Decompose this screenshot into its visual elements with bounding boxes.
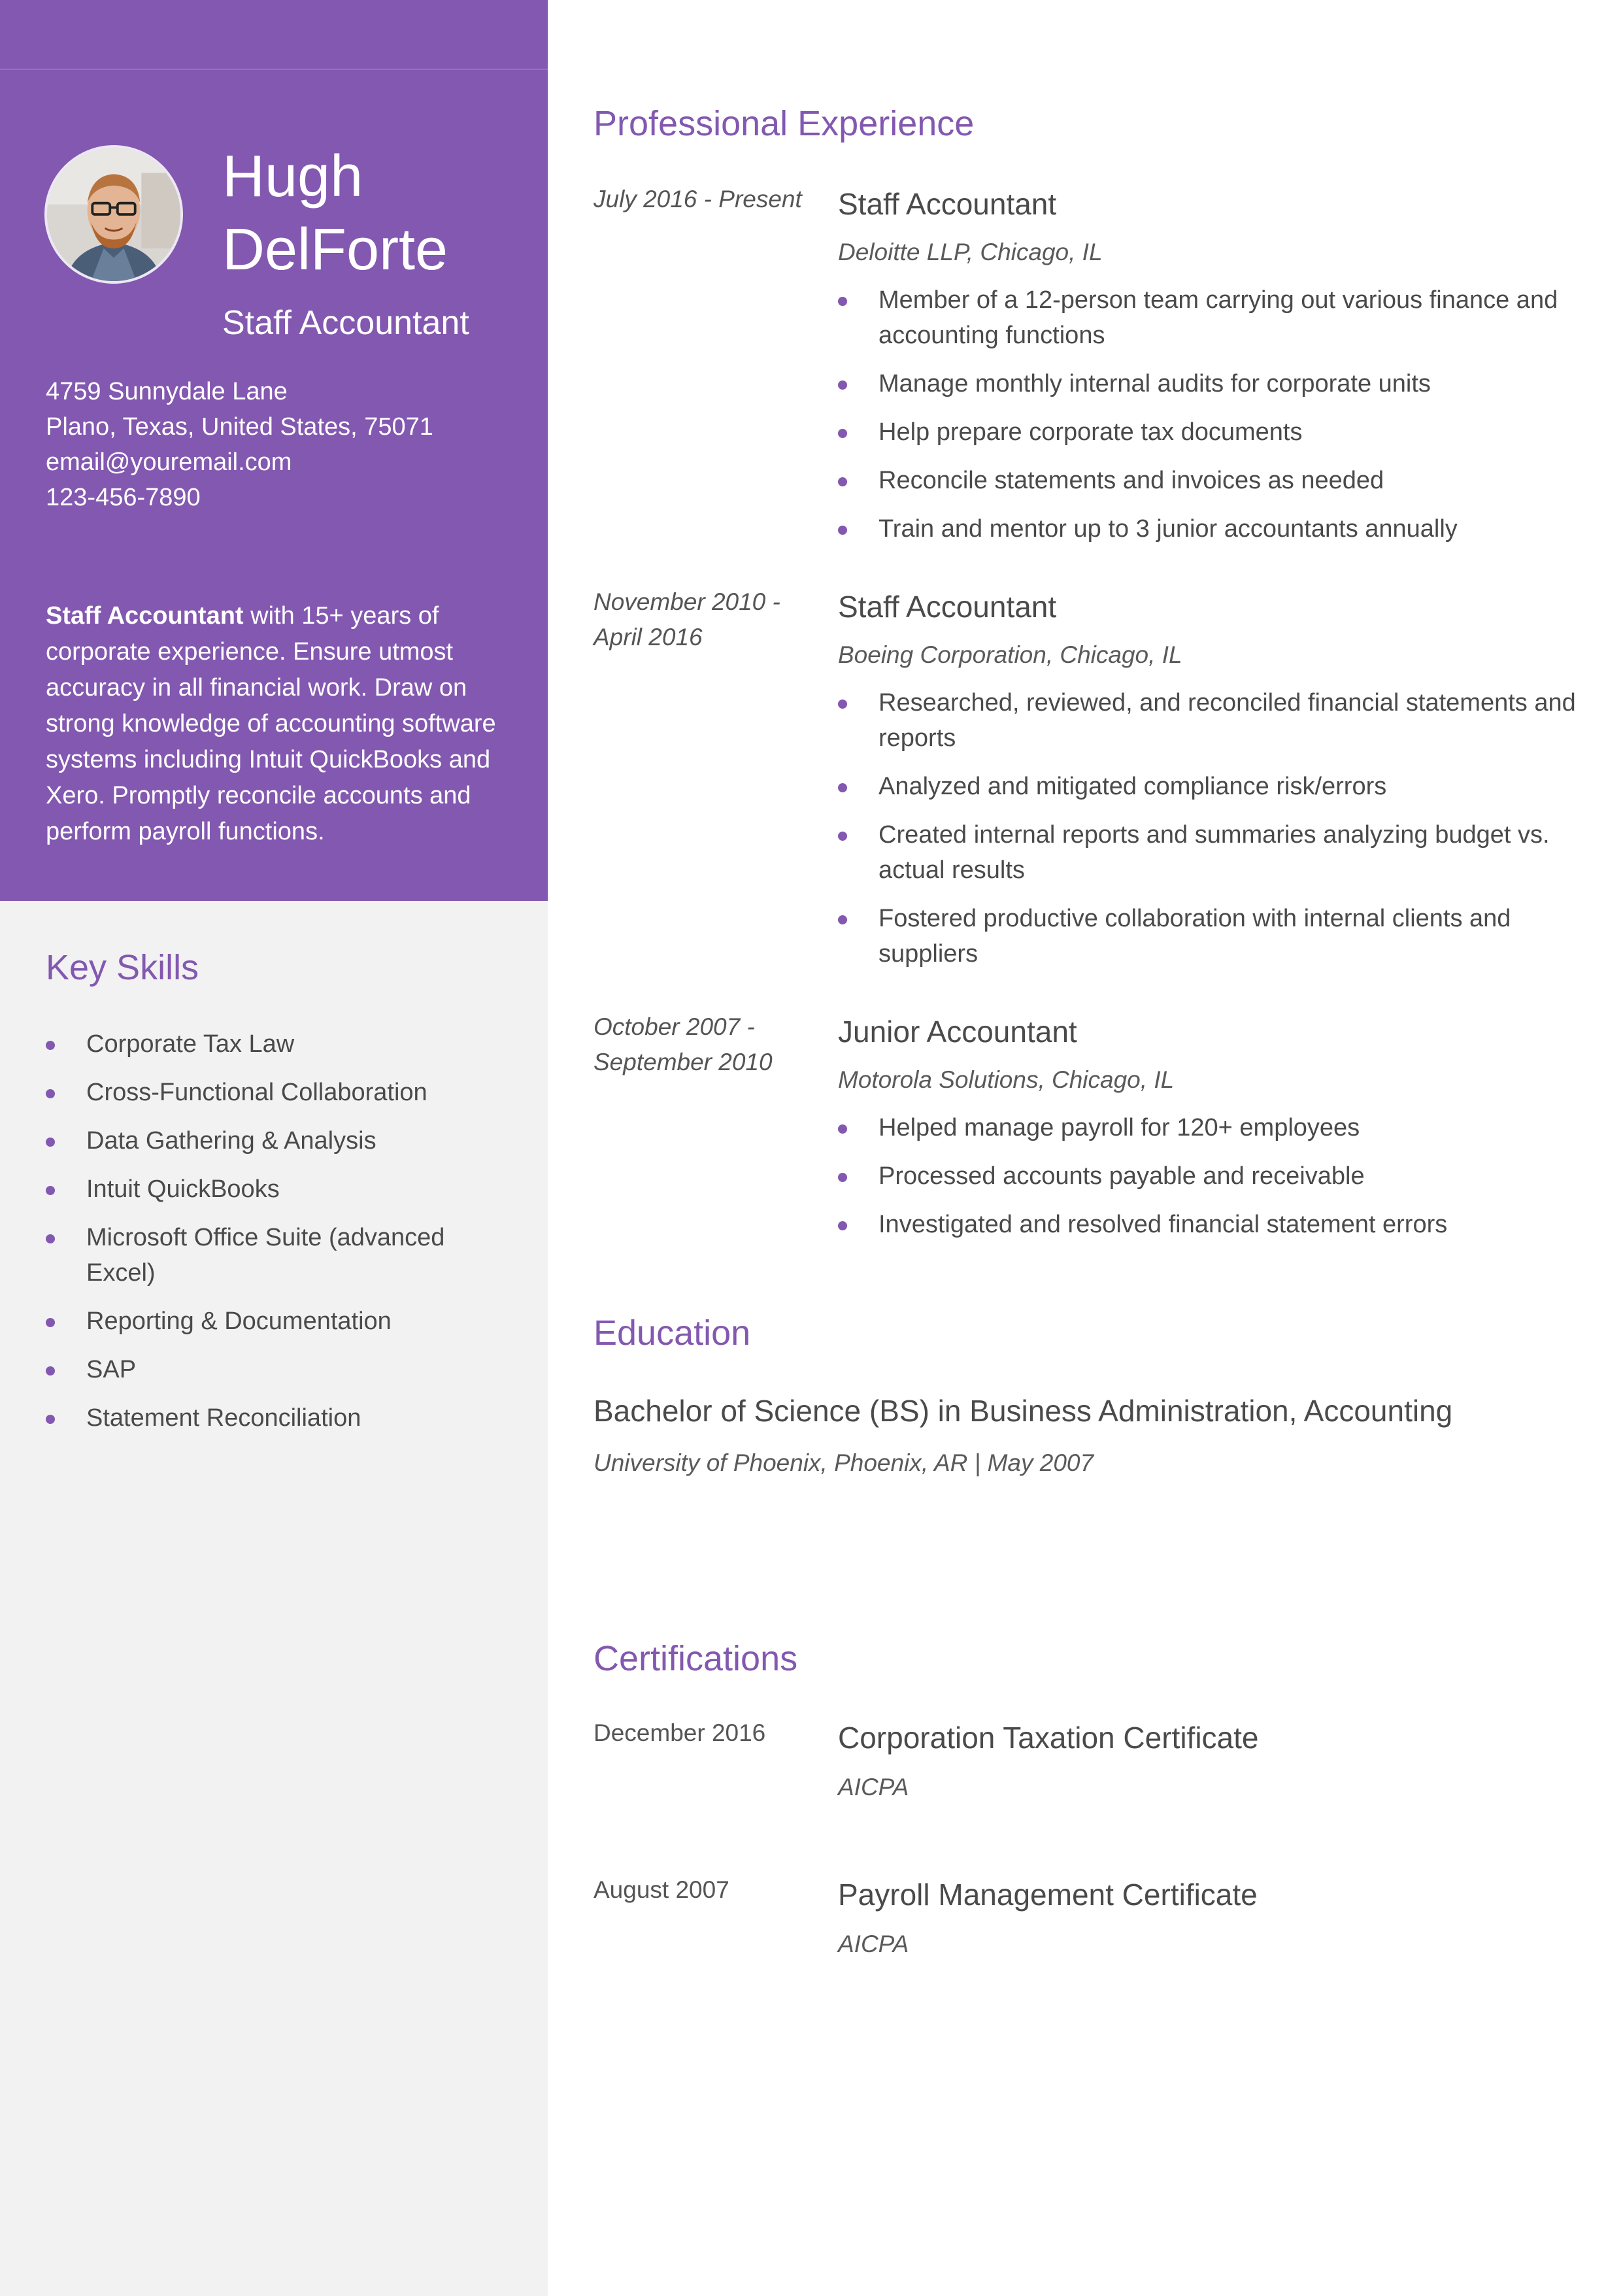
address-line-2: Plano, Texas, United States, 75071 bbox=[46, 413, 433, 441]
cert-date: December 2016 bbox=[594, 1719, 766, 1746]
bullet-icon bbox=[838, 1173, 847, 1182]
summary-text: with 15+ years of corporate experience. Ensure utmost accuracy in all financial work. Draw on strong knowledge of accounting software systems including Intuit QuickBooks and Xero. Promptly reconcile accounts and perform payroll functions. bbox=[46, 602, 496, 845]
duty-item: Created internal reports and summaries analyzing budget vs. actual results bbox=[838, 817, 1577, 888]
skills-list bbox=[46, 1026, 503, 1449]
bullet-icon bbox=[46, 1186, 55, 1195]
bullet-icon bbox=[838, 297, 847, 306]
bullet-icon bbox=[838, 429, 847, 438]
job-dates: November 2010 - April 2016 bbox=[594, 588, 780, 650]
cert-name: Payroll Management Certificate bbox=[838, 1878, 1258, 1912]
job-duties bbox=[838, 1110, 1577, 1255]
bullet-icon bbox=[838, 1221, 847, 1230]
bullet-icon bbox=[838, 783, 847, 792]
duty-item: Investigated and resolved financial statement errors bbox=[838, 1207, 1577, 1242]
profile-header bbox=[0, 0, 548, 901]
job-duties bbox=[838, 685, 1577, 985]
duty-item: Train and mentor up to 3 junior accountants annually bbox=[838, 511, 1577, 547]
job-company: Deloitte LLP, Chicago, IL bbox=[838, 239, 1103, 265]
address-line-1: 4759 Sunnydale Lane bbox=[46, 378, 288, 405]
bullet-icon bbox=[46, 1234, 55, 1243]
job-position: Staff Accountant bbox=[838, 187, 1057, 221]
bullet-icon bbox=[46, 1318, 55, 1327]
experience-heading: Professional Experience bbox=[594, 104, 975, 143]
duty-item: Reconcile statements and invoices as needed bbox=[838, 463, 1577, 498]
job-dates: October 2007 - September 2010 bbox=[594, 1013, 773, 1075]
bullet-icon bbox=[838, 832, 847, 841]
bullet-icon bbox=[46, 1366, 55, 1376]
skill-item: Data Gathering & Analysis bbox=[46, 1123, 503, 1158]
duty-item: Manage monthly internal audits for corporate units bbox=[838, 366, 1577, 401]
cert-name: Corporation Taxation Certificate bbox=[838, 1721, 1259, 1755]
bullet-icon bbox=[46, 1138, 55, 1147]
duty-item: Processed accounts payable and receivable bbox=[838, 1158, 1577, 1194]
job-title: Staff Accountant bbox=[222, 304, 469, 342]
education-heading: Education bbox=[594, 1313, 751, 1353]
cert-date: August 2007 bbox=[594, 1876, 729, 1903]
bullet-icon bbox=[46, 1041, 55, 1050]
bullet-icon bbox=[838, 477, 847, 486]
job-position: Staff Accountant bbox=[838, 590, 1057, 624]
job-company: Motorola Solutions, Chicago, IL bbox=[838, 1066, 1175, 1093]
bullet-icon bbox=[838, 700, 847, 709]
certifications-heading: Certifications bbox=[594, 1639, 798, 1678]
last-name: DelForte bbox=[222, 217, 448, 282]
email[interactable]: email@youremail.com bbox=[46, 448, 292, 476]
job-position: Junior Accountant bbox=[838, 1015, 1077, 1049]
summary-bold: Staff Accountant bbox=[46, 602, 244, 630]
cert-issuer: AICPA bbox=[838, 1774, 909, 1800]
phone[interactable]: 123-456-7890 bbox=[46, 484, 201, 511]
candidate-name bbox=[222, 140, 529, 286]
avatar bbox=[44, 145, 183, 284]
skill-item: Cross-Functional Collaboration bbox=[46, 1075, 503, 1110]
bullet-icon bbox=[838, 915, 847, 924]
skill-item: Corporate Tax Law bbox=[46, 1026, 503, 1062]
bullet-icon bbox=[46, 1415, 55, 1424]
degree: Bachelor of Science (BS) in Business Administration, Accounting bbox=[594, 1394, 1453, 1428]
duty-item: Fostered productive collaboration with internal clients and suppliers bbox=[838, 901, 1577, 971]
bullet-icon bbox=[838, 380, 847, 390]
skills-heading: Key Skills bbox=[46, 948, 199, 987]
profile-summary bbox=[46, 598, 516, 850]
bullet-icon bbox=[838, 526, 847, 535]
job-dates: July 2016 - Present bbox=[594, 186, 802, 212]
contact-block bbox=[46, 374, 529, 515]
skill-item: Statement Reconciliation bbox=[46, 1400, 503, 1436]
duty-item: Researched, reviewed, and reconciled financial statements and reports bbox=[838, 685, 1577, 756]
cert-issuer: AICPA bbox=[838, 1931, 909, 1957]
duty-item: Help prepare corporate tax documents bbox=[838, 414, 1577, 450]
skill-item: Intuit QuickBooks bbox=[46, 1172, 503, 1207]
job-duties bbox=[838, 282, 1577, 560]
job-company: Boeing Corporation, Chicago, IL bbox=[838, 641, 1182, 668]
skill-item: Reporting & Documentation bbox=[46, 1304, 503, 1339]
duty-item: Analyzed and mitigated compliance risk/errors bbox=[838, 769, 1577, 804]
bullet-icon bbox=[46, 1089, 55, 1098]
first-name: Hugh bbox=[222, 144, 363, 209]
bullet-icon bbox=[838, 1124, 847, 1134]
duty-item: Helped manage payroll for 120+ employees bbox=[838, 1110, 1577, 1145]
header-divider bbox=[0, 69, 548, 70]
skill-item: Microsoft Office Suite (advanced Excel) bbox=[46, 1220, 503, 1291]
avatar-portrait-icon bbox=[47, 148, 180, 281]
school: University of Phoenix, Phoenix, AR | May 2007 bbox=[594, 1449, 1094, 1476]
skill-item: SAP bbox=[46, 1352, 503, 1387]
sidebar bbox=[0, 0, 548, 2296]
duty-item: Member of a 12-person team carrying out various finance and accounting functions bbox=[838, 282, 1577, 353]
